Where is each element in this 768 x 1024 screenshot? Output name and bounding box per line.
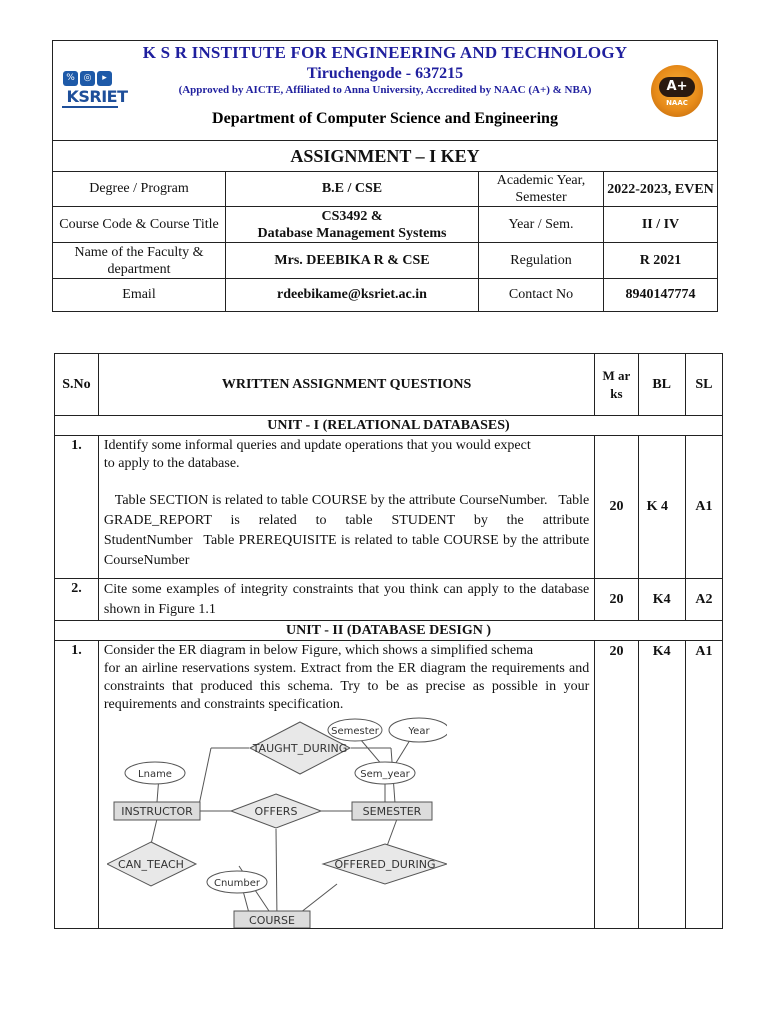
unit-2-row (55, 621, 723, 641)
course-title: Database Management Systems (257, 225, 447, 241)
questions-table (54, 353, 723, 929)
u2-q1-rest: for an airline reservations system. Extract from the ER diagram the requirements and constraints that produced this schema. Try to be as precise as possible in your requirements and constraints specification. (103, 661, 590, 712)
u2-q1-sno: 1. (55, 641, 99, 929)
table-row (55, 436, 723, 579)
course-label: Course Code & Course Title (53, 207, 226, 243)
table-header-row (55, 354, 723, 416)
logo-icon-1: % (63, 71, 78, 86)
q2-marks: 20 (595, 579, 638, 621)
u2-q1-line-1: Consider the ER diagram in below Figure, which shows a simplified schema (103, 643, 534, 658)
course-code: CS3492 & (321, 208, 383, 224)
academic-year-value: 2022-2023, EVEN (604, 172, 718, 207)
year-label: Year / Sem. (479, 207, 604, 243)
q1-para: Table SECTION is related to table COURSE by the attribute CourseNumber. Table GRADE_REPORT is related to table STUDENT by the attribute StudentNumber Table PREREQUISITE is related to table COURSE by the attribute CourseNumber (103, 493, 590, 548)
unit-2-title: UNIT - II (DATABASE DESIGN ) (55, 621, 723, 641)
naac-badge-icon (651, 65, 703, 117)
contact-label: Contact No (479, 279, 604, 312)
regulation-value: R 2021 (604, 243, 718, 279)
faculty-value: Mrs. DEEBIKA R & CSE (226, 243, 479, 279)
attr-cnumber: Cnumber (213, 878, 260, 889)
q1-sno: 1. (55, 436, 99, 579)
q2-sl: A2 (685, 579, 722, 621)
attr-year: Year (408, 726, 430, 737)
q1-marks: 20 (595, 436, 638, 579)
email-value: rdeebikame@ksriet.ac.in (226, 279, 479, 312)
regulation-label: Regulation (479, 243, 604, 279)
attr-lname: Lname (137, 769, 172, 780)
q2-text (98, 579, 594, 621)
q1-sl: A1 (685, 436, 722, 579)
q1-line-2: to apply to the database. (103, 456, 240, 471)
entity-semester: SEMESTER (362, 805, 422, 818)
rel-taught-during: TAUGHT_DURING (252, 742, 348, 755)
q1-bl: K 4 (638, 436, 685, 579)
attr-sem-year: Sem_year (360, 769, 410, 780)
unit-1-row (55, 416, 723, 436)
logo-name: KSRIET (66, 87, 128, 106)
email-label: Email (53, 279, 226, 312)
course-value (226, 207, 479, 243)
naac-label: NAAC (666, 99, 688, 107)
degree-value: B.E / CSE (226, 172, 479, 207)
q2-body: Cite some examples of integrity constraints that you think can apply to the database shown in Figure 1.1 (103, 582, 590, 617)
logo-icon-3: ▸ (97, 71, 112, 86)
entity-instructor: INSTRUCTOR (121, 805, 193, 818)
er-diagram (107, 714, 447, 928)
header-sl: SL (685, 354, 722, 416)
q1-line-1: Identify some informal queries and update operations that you would expect (103, 438, 531, 453)
u2-q1-bl: K4 (638, 641, 685, 929)
table-row (55, 579, 723, 621)
table-row (55, 641, 723, 929)
assignment-title: ASSIGNMENT – I KEY (53, 141, 718, 172)
academic-year-label: Academic Year, Semester (479, 172, 604, 207)
q2-sno: 2. (55, 579, 99, 621)
u2-q1-text (98, 641, 594, 929)
logo-icon-2: ◎ (80, 71, 95, 86)
header-marks: M ar ks (595, 354, 638, 416)
unit-1-title: UNIT - I (RELATIONAL DATABASES) (55, 416, 723, 436)
entity-course: COURSE (248, 914, 295, 927)
institute-name: K S R INSTITUTE FOR ENGINEERING AND TECHNOLOGY (142, 43, 628, 62)
header-sno: S.No (55, 354, 99, 416)
header-bl: BL (638, 354, 685, 416)
faculty-label: Name of the Faculty & department (53, 243, 226, 279)
department-name: Department of Computer Science and Engineering (212, 110, 558, 127)
rel-can-teach: CAN_TEACH (117, 858, 184, 871)
naac-grade: A+ (659, 77, 695, 97)
header-table (52, 40, 718, 312)
header-question: WRITTEN ASSIGNMENT QUESTIONS (98, 354, 594, 416)
u2-q1-marks: 20 (595, 641, 638, 929)
year-value: II / IV (604, 207, 718, 243)
degree-label: Degree / Program (53, 172, 226, 207)
u2-q1-sl: A1 (685, 641, 722, 929)
attr-semester: Semester (330, 726, 379, 737)
rel-offered-during: OFFERED_DURING (334, 858, 436, 871)
approval-text: (Approved by AICTE, Affiliated to Anna University, Accredited by NAAC (A+) & NBA) (178, 84, 592, 96)
q2-bl: K4 (638, 579, 685, 621)
institution-header (53, 41, 718, 141)
institute-city: Tiruchengode - 637215 (306, 65, 464, 82)
contact-value: 8940147774 (604, 279, 718, 312)
q1-text (98, 436, 594, 579)
rel-offers: OFFERS (254, 805, 298, 818)
